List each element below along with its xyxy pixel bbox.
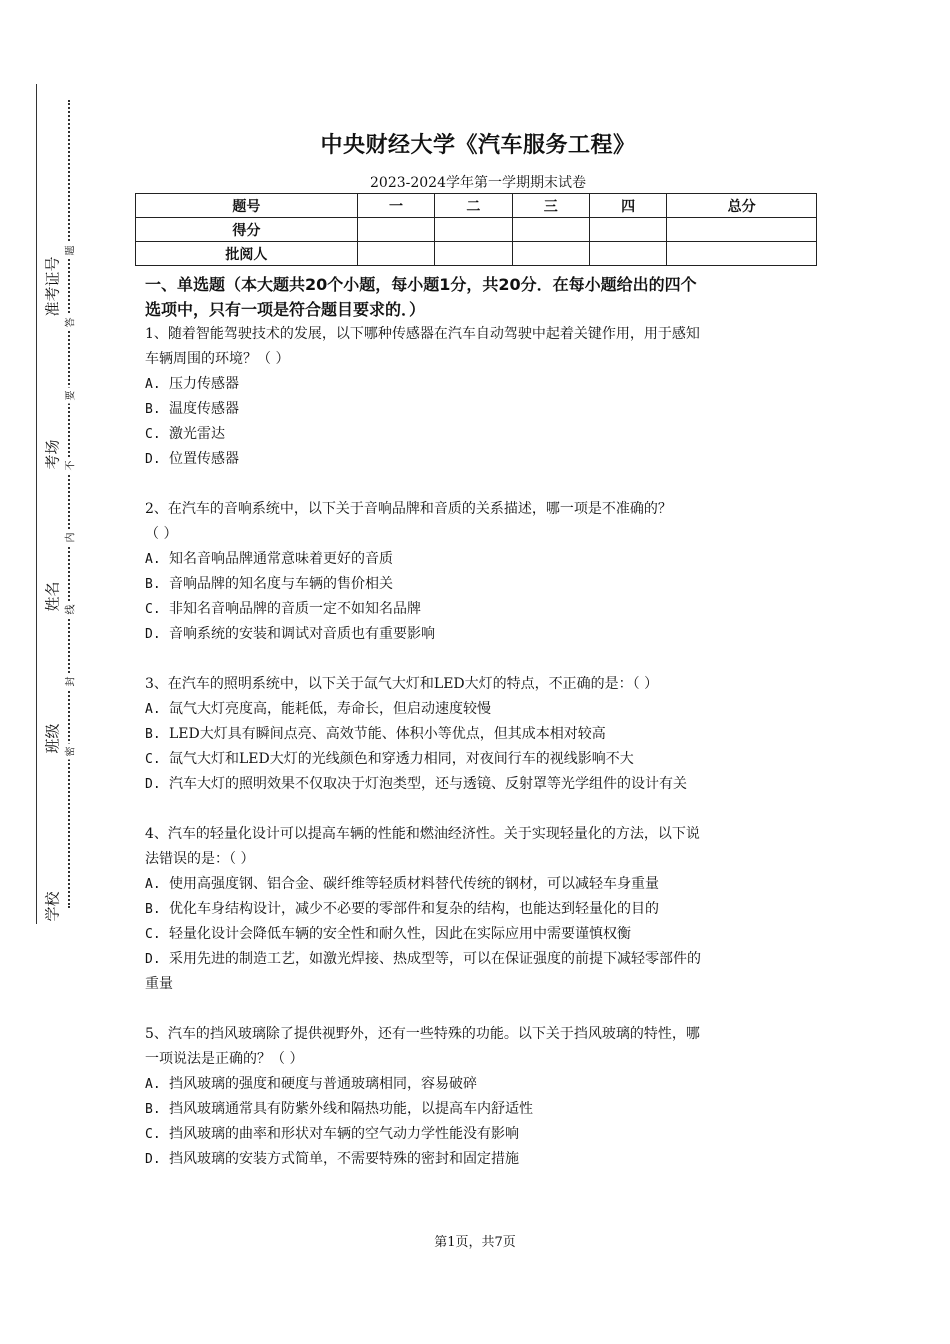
- option-letter: B.: [145, 727, 161, 742]
- question-2: [145, 497, 817, 647]
- field-exam-number-label: 准考证号: [43, 256, 62, 317]
- score-table-header: 四: [589, 194, 666, 218]
- score-table-header: 总分: [667, 194, 817, 218]
- section-heading: [145, 272, 815, 322]
- option-b[interactable]: [145, 722, 817, 747]
- option-text: 温度传感器: [169, 401, 239, 417]
- option-d[interactable]: [145, 1147, 817, 1172]
- option-text: 知名音响品牌通常意味着更好的音质: [169, 551, 393, 567]
- seal-char: 密: [62, 744, 77, 760]
- option-d[interactable]: [145, 772, 817, 797]
- seal-char: 答: [62, 315, 77, 331]
- option-text: 汽车大灯的照明效果不仅取决于灯泡类型，还与透镜、反射罩等光学组件的设计有关: [169, 776, 687, 792]
- score-table-row: [136, 242, 817, 266]
- option-letter: C.: [145, 927, 161, 942]
- score-table-row: [136, 218, 817, 242]
- question-1: [145, 322, 817, 472]
- option-text: 音响系统的安装和调试对音质也有重要影响: [169, 626, 435, 642]
- option-d[interactable]: [145, 622, 817, 647]
- score-table-header-row: [136, 194, 817, 218]
- option-text: 氙气大灯亮度高，能耗低，寿命长，但启动速度较慢: [169, 701, 491, 717]
- option-letter: B.: [145, 577, 161, 592]
- score-row-label: 得分: [136, 218, 358, 242]
- option-letter: D.: [145, 627, 161, 642]
- question-stem: 法错误的是：（ ）: [145, 851, 255, 867]
- option-text: 氙气大灯和LED大灯的光线颜色和穿透力相同，对夜间行车的视线影响不大: [169, 751, 634, 767]
- option-c[interactable]: [145, 1122, 817, 1147]
- field-name-label: 姓名: [42, 567, 63, 627]
- option-b[interactable]: [145, 572, 817, 597]
- option-letter: D.: [145, 1152, 161, 1167]
- score-cell: [589, 242, 666, 266]
- score-cell: [589, 218, 666, 242]
- option-text: 激光雷达: [169, 426, 225, 442]
- option-letter: C.: [145, 1127, 161, 1142]
- binding-margin: [0, 0, 110, 1344]
- option-letter: D.: [145, 452, 161, 467]
- seal-char: 内: [62, 530, 77, 546]
- score-cell: [435, 242, 512, 266]
- binding-solid-line: [36, 84, 37, 924]
- score-table-header: 三: [512, 194, 589, 218]
- option-letter: B.: [145, 902, 161, 917]
- option-text: LED大灯具有瞬间点亮、高效节能、体积小等优点，但其成本相对较高: [169, 726, 606, 742]
- option-d-continuation: 重量: [145, 976, 173, 992]
- binding-dotted-line: [68, 100, 70, 908]
- question-4: [145, 822, 817, 997]
- page-number: 第1页，共7页: [434, 1235, 516, 1250]
- option-letter: B.: [145, 1102, 161, 1117]
- option-letter: A.: [145, 552, 161, 567]
- option-letter: A.: [145, 1077, 161, 1092]
- option-text: 音响品牌的知名度与车辆的售价相关: [169, 576, 393, 592]
- option-c[interactable]: [145, 747, 817, 772]
- score-cell: [667, 218, 817, 242]
- option-text: 位置传感器: [169, 451, 239, 467]
- seal-char: 线: [62, 602, 77, 618]
- option-text: 压力传感器: [169, 376, 239, 392]
- question-stem: 车辆周围的环境？（ ）: [145, 351, 290, 367]
- score-table-header: 题号: [136, 194, 358, 218]
- section-heading-line: 选项中，只有一项是符合题目要求的．）: [145, 300, 426, 319]
- score-cell: [512, 218, 589, 242]
- option-b[interactable]: [145, 1097, 817, 1122]
- question-stem: 2、在汽车的音响系统中，以下关于音响品牌和音质的关系描述，哪一项是不准确的？: [145, 501, 672, 517]
- seal-char: 封: [62, 674, 77, 690]
- field-exam-room-label: 考场: [42, 425, 63, 485]
- question-stem: 3、在汽车的照明系统中，以下关于氙气大灯和LED大灯的特点，不正确的是：（ ）: [145, 676, 659, 692]
- question-list: [145, 322, 817, 1197]
- option-a[interactable]: [145, 697, 817, 722]
- question-5: [145, 1022, 817, 1172]
- option-letter: C.: [145, 752, 161, 767]
- option-letter: A.: [145, 702, 161, 717]
- option-text: 挡风玻璃的安装方式简单，不需要特殊的密封和固定措施: [169, 1151, 519, 1167]
- question-stem: 一项说法是正确的？（ ）: [145, 1051, 304, 1067]
- option-b[interactable]: [145, 897, 817, 922]
- option-text: 优化车身结构设计，减少不必要的零部件和复杂的结构，也能达到轻量化的目的: [169, 901, 659, 917]
- option-d[interactable]: [145, 447, 817, 472]
- option-letter: D.: [145, 777, 161, 792]
- option-text: 挡风玻璃的曲率和形状对车辆的空气动力学性能没有影响: [169, 1126, 519, 1142]
- field-school-label: 学校: [42, 877, 63, 937]
- option-text: 挡风玻璃通常具有防紫外线和隔热功能，以提高车内舒适性: [169, 1101, 533, 1117]
- option-letter: D.: [145, 952, 161, 967]
- exam-title: 中央财经大学《汽车服务工程》: [320, 133, 636, 158]
- option-d[interactable]: [145, 947, 817, 972]
- seal-char: 题: [62, 243, 77, 259]
- option-text: 采用先进的制造工艺，如激光焊接、热成型等，可以在保证强度的前提下减轻零部件的: [169, 951, 701, 967]
- option-text: 轻量化设计会降低车辆的安全性和耐久性，因此在实际应用中需要谨慎权衡: [169, 926, 631, 942]
- seal-char: 不: [62, 458, 77, 474]
- option-letter: C.: [145, 602, 161, 617]
- score-table: [135, 193, 817, 266]
- score-cell: [512, 242, 589, 266]
- score-table-header: 一: [357, 194, 434, 218]
- option-letter: A.: [145, 877, 161, 892]
- option-letter: B.: [145, 402, 161, 417]
- section-heading-line: 一、单选题（本大题共20个小题，每小题1分，共20分．在每小题给出的四个: [145, 275, 697, 294]
- score-cell: [435, 218, 512, 242]
- score-cell: [357, 242, 434, 266]
- score-cell: [667, 242, 817, 266]
- question-stem: 4、汽车的轻量化设计可以提高车辆的性能和燃油经济性。关于实现轻量化的方法，以下说: [145, 826, 700, 842]
- option-a[interactable]: [145, 547, 817, 572]
- option-letter: A.: [145, 377, 161, 392]
- option-letter: C.: [145, 427, 161, 442]
- option-a[interactable]: [145, 372, 817, 397]
- option-a[interactable]: [145, 872, 817, 897]
- question-stem: （ ）: [145, 526, 178, 542]
- option-c[interactable]: [145, 597, 817, 622]
- option-c[interactable]: [145, 922, 817, 947]
- option-a[interactable]: [145, 1072, 817, 1097]
- question-stem: 5、汽车的挡风玻璃除了提供视野外，还有一些特殊的功能。以下关于挡风玻璃的特性，哪: [145, 1026, 700, 1042]
- question-3: [145, 672, 817, 797]
- option-text: 非知名音响品牌的音质一定不如知名品牌: [169, 601, 421, 617]
- option-b[interactable]: [145, 397, 817, 422]
- seal-char: 要: [62, 388, 77, 404]
- question-stem: 1、随着智能驾驶技术的发展，以下哪种传感器在汽车自动驾驶中起着关键作用，用于感知: [145, 326, 700, 342]
- option-text: 使用高强度钢、铝合金、碳纤维等轻质材料替代传统的钢材，可以减轻车身重量: [169, 876, 659, 892]
- score-row-label: 批阅人: [136, 242, 358, 266]
- score-cell: [357, 218, 434, 242]
- option-c[interactable]: [145, 422, 817, 447]
- score-table-header: 二: [435, 194, 512, 218]
- field-class-label: 班级: [42, 709, 63, 769]
- option-text: 挡风玻璃的强度和硬度与普通玻璃相同，容易破碎: [169, 1076, 477, 1092]
- exam-subtitle: 2023-2024学年第一学期期末试卷: [370, 175, 586, 191]
